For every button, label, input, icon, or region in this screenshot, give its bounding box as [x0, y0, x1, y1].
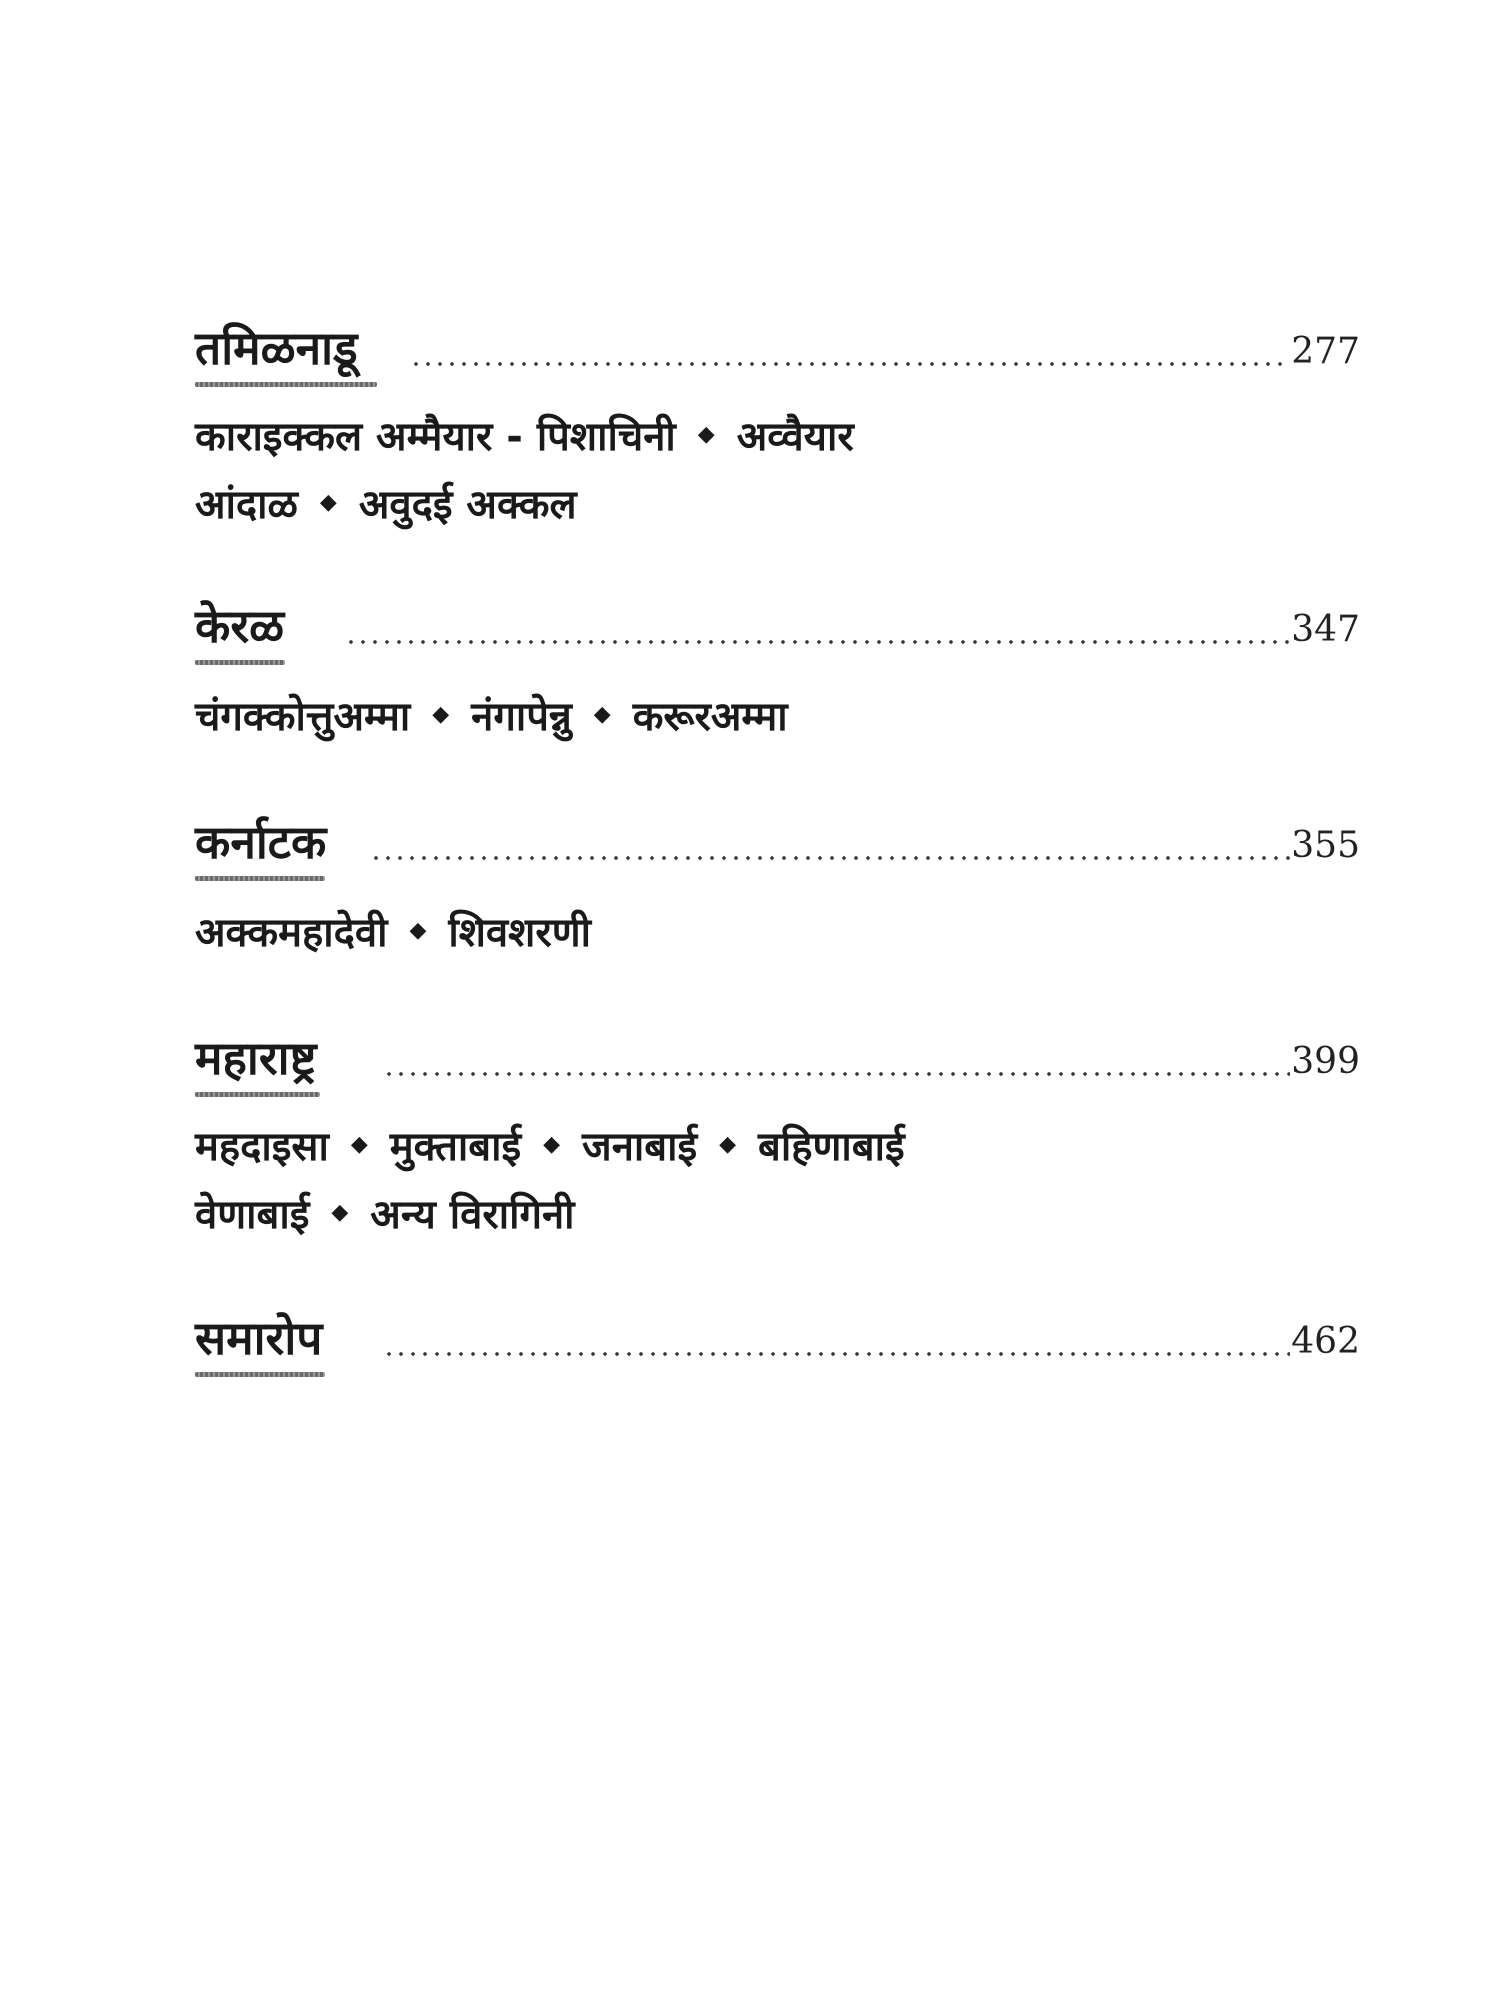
toc-entry [195, 1308, 1360, 1388]
subtopic-item: शिवशरणी [448, 910, 592, 956]
subtopic-item: नंगापेन्नु [471, 694, 572, 740]
toc-entry [195, 596, 1360, 676]
title-underline [195, 382, 377, 387]
subtopic-line [195, 472, 1360, 540]
subtopic-item: चंगक्कोत्तुअम्मा [195, 694, 411, 740]
diamond-bullet-icon: ◆ [409, 918, 427, 943]
page-number: 277 [1291, 331, 1360, 372]
title-underline [195, 1092, 320, 1097]
toc-section-tamilnadu [195, 318, 1360, 540]
chapter-title: समारोप [195, 1311, 323, 1365]
subtopic-item: काराइक्कल अम्मैयार - पिशाचिनी [195, 414, 676, 460]
diamond-bullet-icon: ◆ [350, 1132, 368, 1157]
toc-section-maharashtra [195, 1028, 1360, 1250]
subtopic-line [195, 900, 1360, 968]
toc-section-karnataka [195, 812, 1360, 968]
toc-entry [195, 318, 1360, 398]
subtopic-line [195, 404, 1360, 472]
subtopic-item: अव्वैयार [736, 414, 854, 460]
subtopic-item: अक्कमहादेवी [195, 910, 388, 956]
chapter-title: केरळ [195, 599, 285, 653]
subtopic-line [195, 1114, 1360, 1182]
subtopic-line [195, 684, 1360, 752]
toc-entry [195, 812, 1360, 892]
subtopic-line [195, 1182, 1360, 1250]
toc-entry [195, 1028, 1360, 1108]
page-number: 462 [1291, 1321, 1360, 1362]
chapter-title: तमिळनाडू [195, 321, 358, 375]
subtopic-item: वेणाबाई [195, 1192, 310, 1238]
chapter-title: कर्नाटक [195, 815, 327, 869]
chapter-title: महाराष्ट्र [195, 1031, 317, 1085]
subtopic-item: बहिणाबाई [758, 1124, 905, 1170]
dot-leader [370, 856, 1290, 860]
page-number: 347 [1291, 609, 1360, 650]
title-underline [195, 660, 285, 665]
page-number: 399 [1291, 1041, 1360, 1082]
diamond-bullet-icon: ◆ [593, 702, 611, 727]
dot-leader [383, 1352, 1290, 1356]
diamond-bullet-icon: ◆ [719, 1132, 737, 1157]
title-underline [195, 876, 325, 881]
subtopic-item: आंदाळ [195, 482, 298, 528]
diamond-bullet-icon: ◆ [331, 1200, 349, 1225]
subtopic-item: मुक्ताबाई [389, 1124, 522, 1170]
diamond-bullet-icon: ◆ [432, 702, 450, 727]
diamond-bullet-icon: ◆ [697, 422, 715, 447]
title-underline [195, 1372, 325, 1377]
toc-section-kerala [195, 596, 1360, 752]
subtopic-item: करूरअम्मा [632, 694, 788, 740]
diamond-bullet-icon: ◆ [543, 1132, 561, 1157]
subtopic-item: अवुदई अक्कल [358, 482, 577, 528]
toc-section-conclusion [195, 1308, 1360, 1388]
dot-leader [383, 1072, 1290, 1076]
diamond-bullet-icon: ◆ [319, 490, 337, 515]
subtopic-item: अन्य विरागिनी [370, 1192, 575, 1238]
subtopic-item: जनाबाई [582, 1124, 698, 1170]
dot-leader [410, 362, 1290, 366]
page-number: 355 [1291, 825, 1360, 866]
subtopic-item: महदाइसा [195, 1124, 329, 1170]
dot-leader [345, 640, 1290, 644]
